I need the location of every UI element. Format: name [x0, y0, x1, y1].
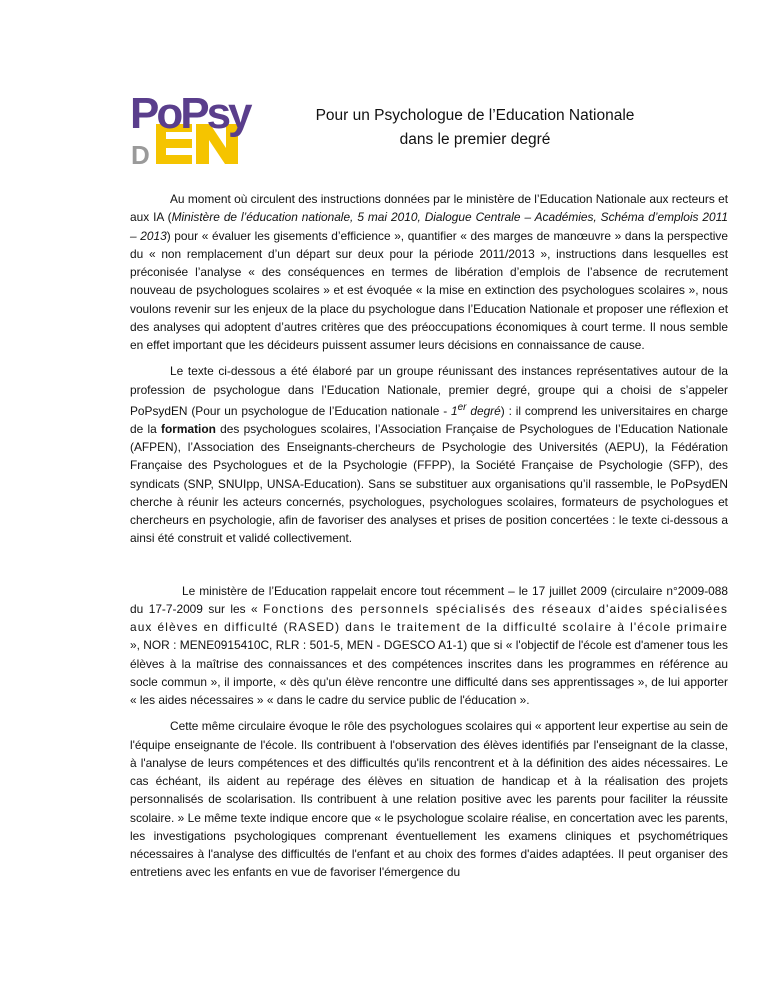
- p2-degree-word: degré: [466, 403, 501, 418]
- paragraph-4: [130, 717, 728, 881]
- p2-text-d: ) : il comprend les universitaires en charge de la: [130, 403, 729, 436]
- paragraph-1: [130, 190, 728, 354]
- p1-citation: Ministère de l’éducation nationale, 5 mai 2010, Dialogue Centrale – Académies, Schéma d’emplois 2011 – 2013: [130, 210, 728, 243]
- p4-text: Cette même circulaire évoque le rôle des psychologues scolaires qui « apportent leur expertise au sein de l'équipe enseignante de l'école. Ils contribuent à l'observation des élèves identifiés par l'enseignant de la classe, à l'analyse de leurs compétences et des difficultés qu'ils rencontrent et à la définition des aides nécessaires. Le cas échéant, ils aident au repérage des élèves en situation de handicap et à la réalisation des projets personnalisés de scolarisation. Ils contribuent à une relation positive avec les parents pour faciliter la réussite scolaire. » Le même texte indique encore que « le psychologue scolaire réalise, en concertation avec les parents, les investigations psychologiques comprenant éventuellement les examens cliniques et psychométriques nécessaires à l'analyse des difficultés de l'enfant et au choix des formes d'aides adaptées. Il peut organiser des entretiens avec les enfants en vue de favoriser l'émergence du: [130, 719, 728, 880]
- document-title: [290, 104, 660, 152]
- p1-text-c: ) pour « évaluer les gisements d’efficience », quantifier « des marges de manœuvre » dans la perspective du « non remplacement d’un départ sur deux pour la période 2011/2013 », instructions dans lesquelles est préconisée l’analyse « des conséquences en termes de libération d’emplois de l’absence de recrutement nouveau de psychologues scolaires » et est évoquée « la mise en extinction des psychologues scolaires », nous voulons revenir sur les enjeux de la place du psychologue dans l’Education Nationale et proposer une réflexion et des analyses qui adoptent d’autres critères que des préoccupations économiques à court terme. Il nous semble en effet important que les décideurs puissent assumer leurs décisions en connaissance de cause.: [130, 228, 728, 352]
- p2-text-a: Le texte ci-dessous a été élaboré par un groupe réunissant des instances représentatives autour de la profession de psychologue dans l’Education Nationale, premier degré, groupe qui a choisi de s’appeler PoPsydEN (Pour un psychologue de l’Education nationale -: [130, 364, 728, 418]
- svg-text:D: D: [131, 140, 150, 166]
- p2-text-f: des psychologues scolaires, l’Association Française de Psychologues de l’Education Nationale (AFPEN), l’Association des Enseignants-chercheurs de Psychologie des Universités (AEPU), la Fédération Française des Psychologues et de la Psychologie (FFPP), la Société Française de Psychologie (SFP), des syndicats (SNP, SNUIpp, UNSA-Education). Sans se substituer aux organisations qu’il rassemble, le PoPsydEN cherche à réunir les acteurs concernés, psychologues, psychologues scolaires, formateurs de psychologues et chercheurs en psychologie, afin de favoriser des analyses et prises de position concertées : le texte ci-dessous a ainsi été construit et validé collectivement.: [130, 421, 728, 546]
- popsyden-logo: [130, 90, 268, 166]
- paragraph-3: [130, 582, 728, 710]
- svg-text:PoPsy: PoPsy: [130, 90, 250, 138]
- logo-graphic: [130, 90, 268, 166]
- p3-text-c: », NOR : MENE0915410C, RLR : 501-5, MEN - DGESCO A1-1) que si « l'objectif de l'école est d'amener tous les élèves à la maîtrise des connaissances et des compétences inscrites dans les programmes en référence au socle commun », il importe, « dès qu'un élève rencontre une difficulté dans ses apprentissages », de lui apporter « les aides nécessaires » « dans le cadre du service public de l'éducation ».: [130, 638, 728, 708]
- p3-circular-title: Fonctions des personnels spécialisés des réseaux d'aides spécialisées aux élèves en difficulté (RASED) dans le traitement de la difficulté scolaire à l'école primaire: [130, 601, 728, 635]
- p1-text-a: Au moment où circulent des instructions données par le ministère de l’Education Nationale aux recteurs et aux IA (: [130, 192, 728, 225]
- p3-text-a: Le ministère de l’Education rappelait encore tout récemment – le 17 juillet 2009 (circulaire n°2009-088 du 17-7-2009 sur les «: [130, 583, 728, 616]
- document-body: [130, 190, 728, 882]
- paragraph-2: [130, 362, 728, 547]
- p2-formation-bold: formation: [161, 421, 216, 436]
- p2-degree-number: 1: [451, 403, 458, 418]
- title-line-1: Pour un Psychologue de l’Education Nationale: [315, 107, 635, 124]
- p2-degree-sup: er: [457, 401, 467, 413]
- title-line-2: dans le premier degré: [399, 131, 551, 148]
